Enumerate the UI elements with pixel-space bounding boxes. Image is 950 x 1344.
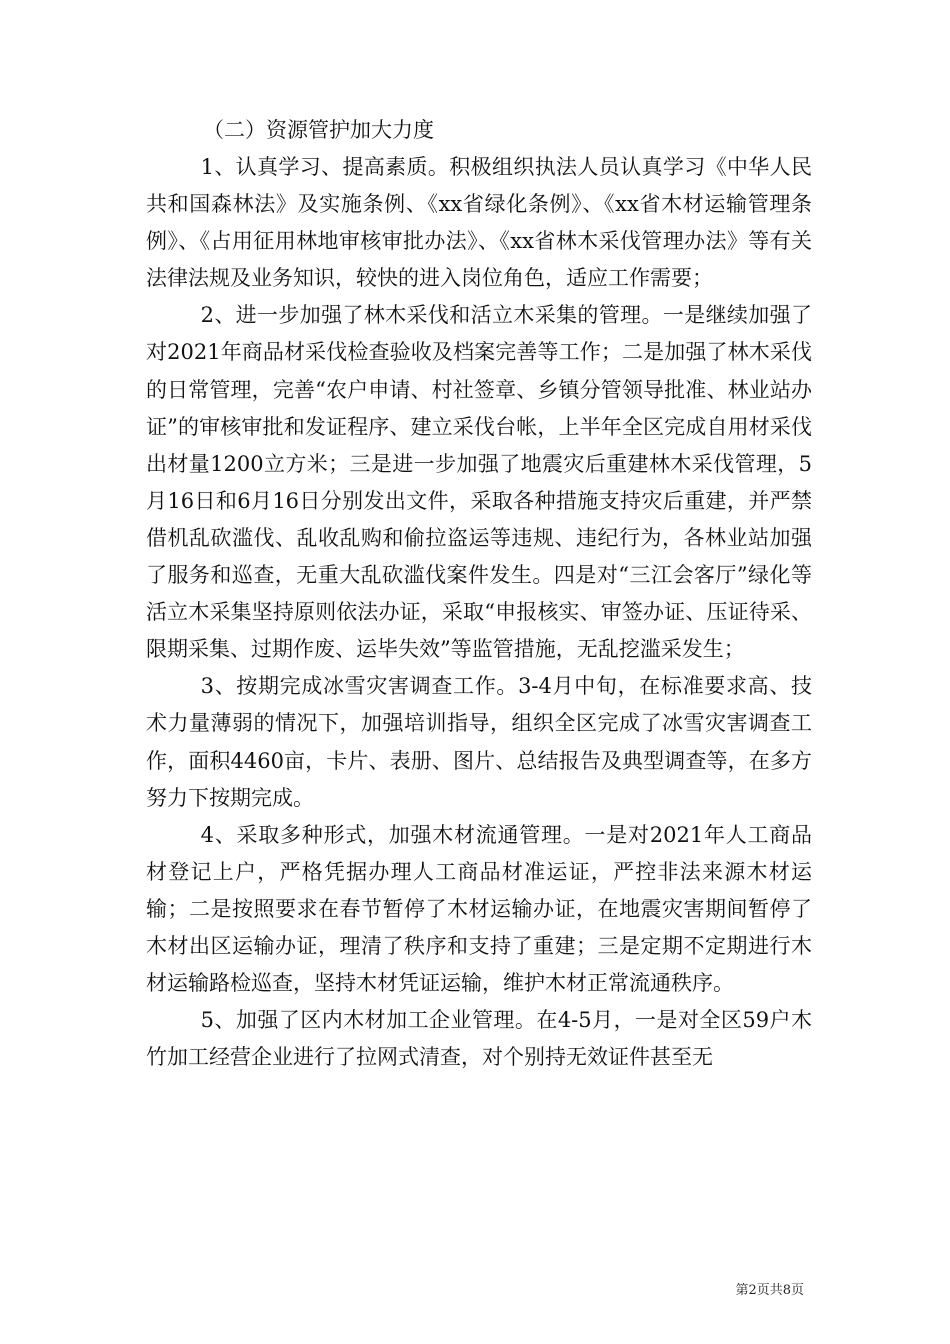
- document-body: [146, 112, 812, 1076]
- paragraph-2: 2、进一步加强了林木采伐和活立木采集的管理。一是继续加强了对2021年商品材采伐检查验收及档案完善等工作；二是加强了林木采伐的日常管理，完善“农户申请、村社签章、乡镇分管领导批准、林业站办证”的审核审批和发证程序、建立采伐台帐，上半年全区完成自用材采伐出材量1200立方米；三是进一步加强了地震灾后重建林木采伐管理，5月16日和6月16日分别发出文件，采取各种措施支持灾后重建，并严禁借机乱砍滥伐、乱收乱购和偷拉盗运等违规、违纪行为，各林业站加强了服务和巡查，无重大乱砍滥伐案件发生。四是对“三江会客厅”绿化等活立木采集坚持原则依法办证，采取“申报核实、审签办证、压证待采、限期采集、过期作废、运毕失效”等监管措施，无乱挖滥采发生；: [146, 303, 812, 662]
- section-heading: （二）资源管护加大力度: [203, 118, 434, 142]
- paragraph-3: 3、按期完成冰雪灾害调查工作。3-4月中旬，在标准要求高、技术力量薄弱的情况下，加强培训指导，组织全区完成了冰雪灾害调查工作，面积4460亩，卡片、表册、图片、总结报告及典型调查等，在多方努力下按期完成。: [146, 674, 812, 810]
- paragraph-1: 1、认真学习、提高素质。积极组织执法人员认真学习《中华人民共和国森林法》及实施条例、《xx省绿化条例》、《xx省木材运输管理条例》、《占用征用林地审核审批办法》、《xx省林木采伐管理办法》等有关法律法规及业务知识，较快的进入岗位角色，适应工作需要；: [146, 155, 812, 291]
- paragraph-4: 4、采取多种形式，加强木材流通管理。一是对2021年人工商品材登记上户，严格凭据办理人工商品材准运证，严控非法来源木材运输；二是按照要求在春节暂停了木材运输办证，在地震灾害期间暂停了木材出区运输办证，理清了秩序和支持了重建；三是定期不定期进行木材运输路检巡查，坚持木材凭证运输，维护木材正常流通秩序。: [146, 822, 812, 996]
- page-number: 第2页共8页: [735, 1283, 804, 1298]
- paragraph-5: 5、加强了区内木材加工企业管理。在4-5月，一是对全区59户木竹加工经营企业进行了拉网式清查，对个别持无效证件甚至无: [146, 1008, 812, 1070]
